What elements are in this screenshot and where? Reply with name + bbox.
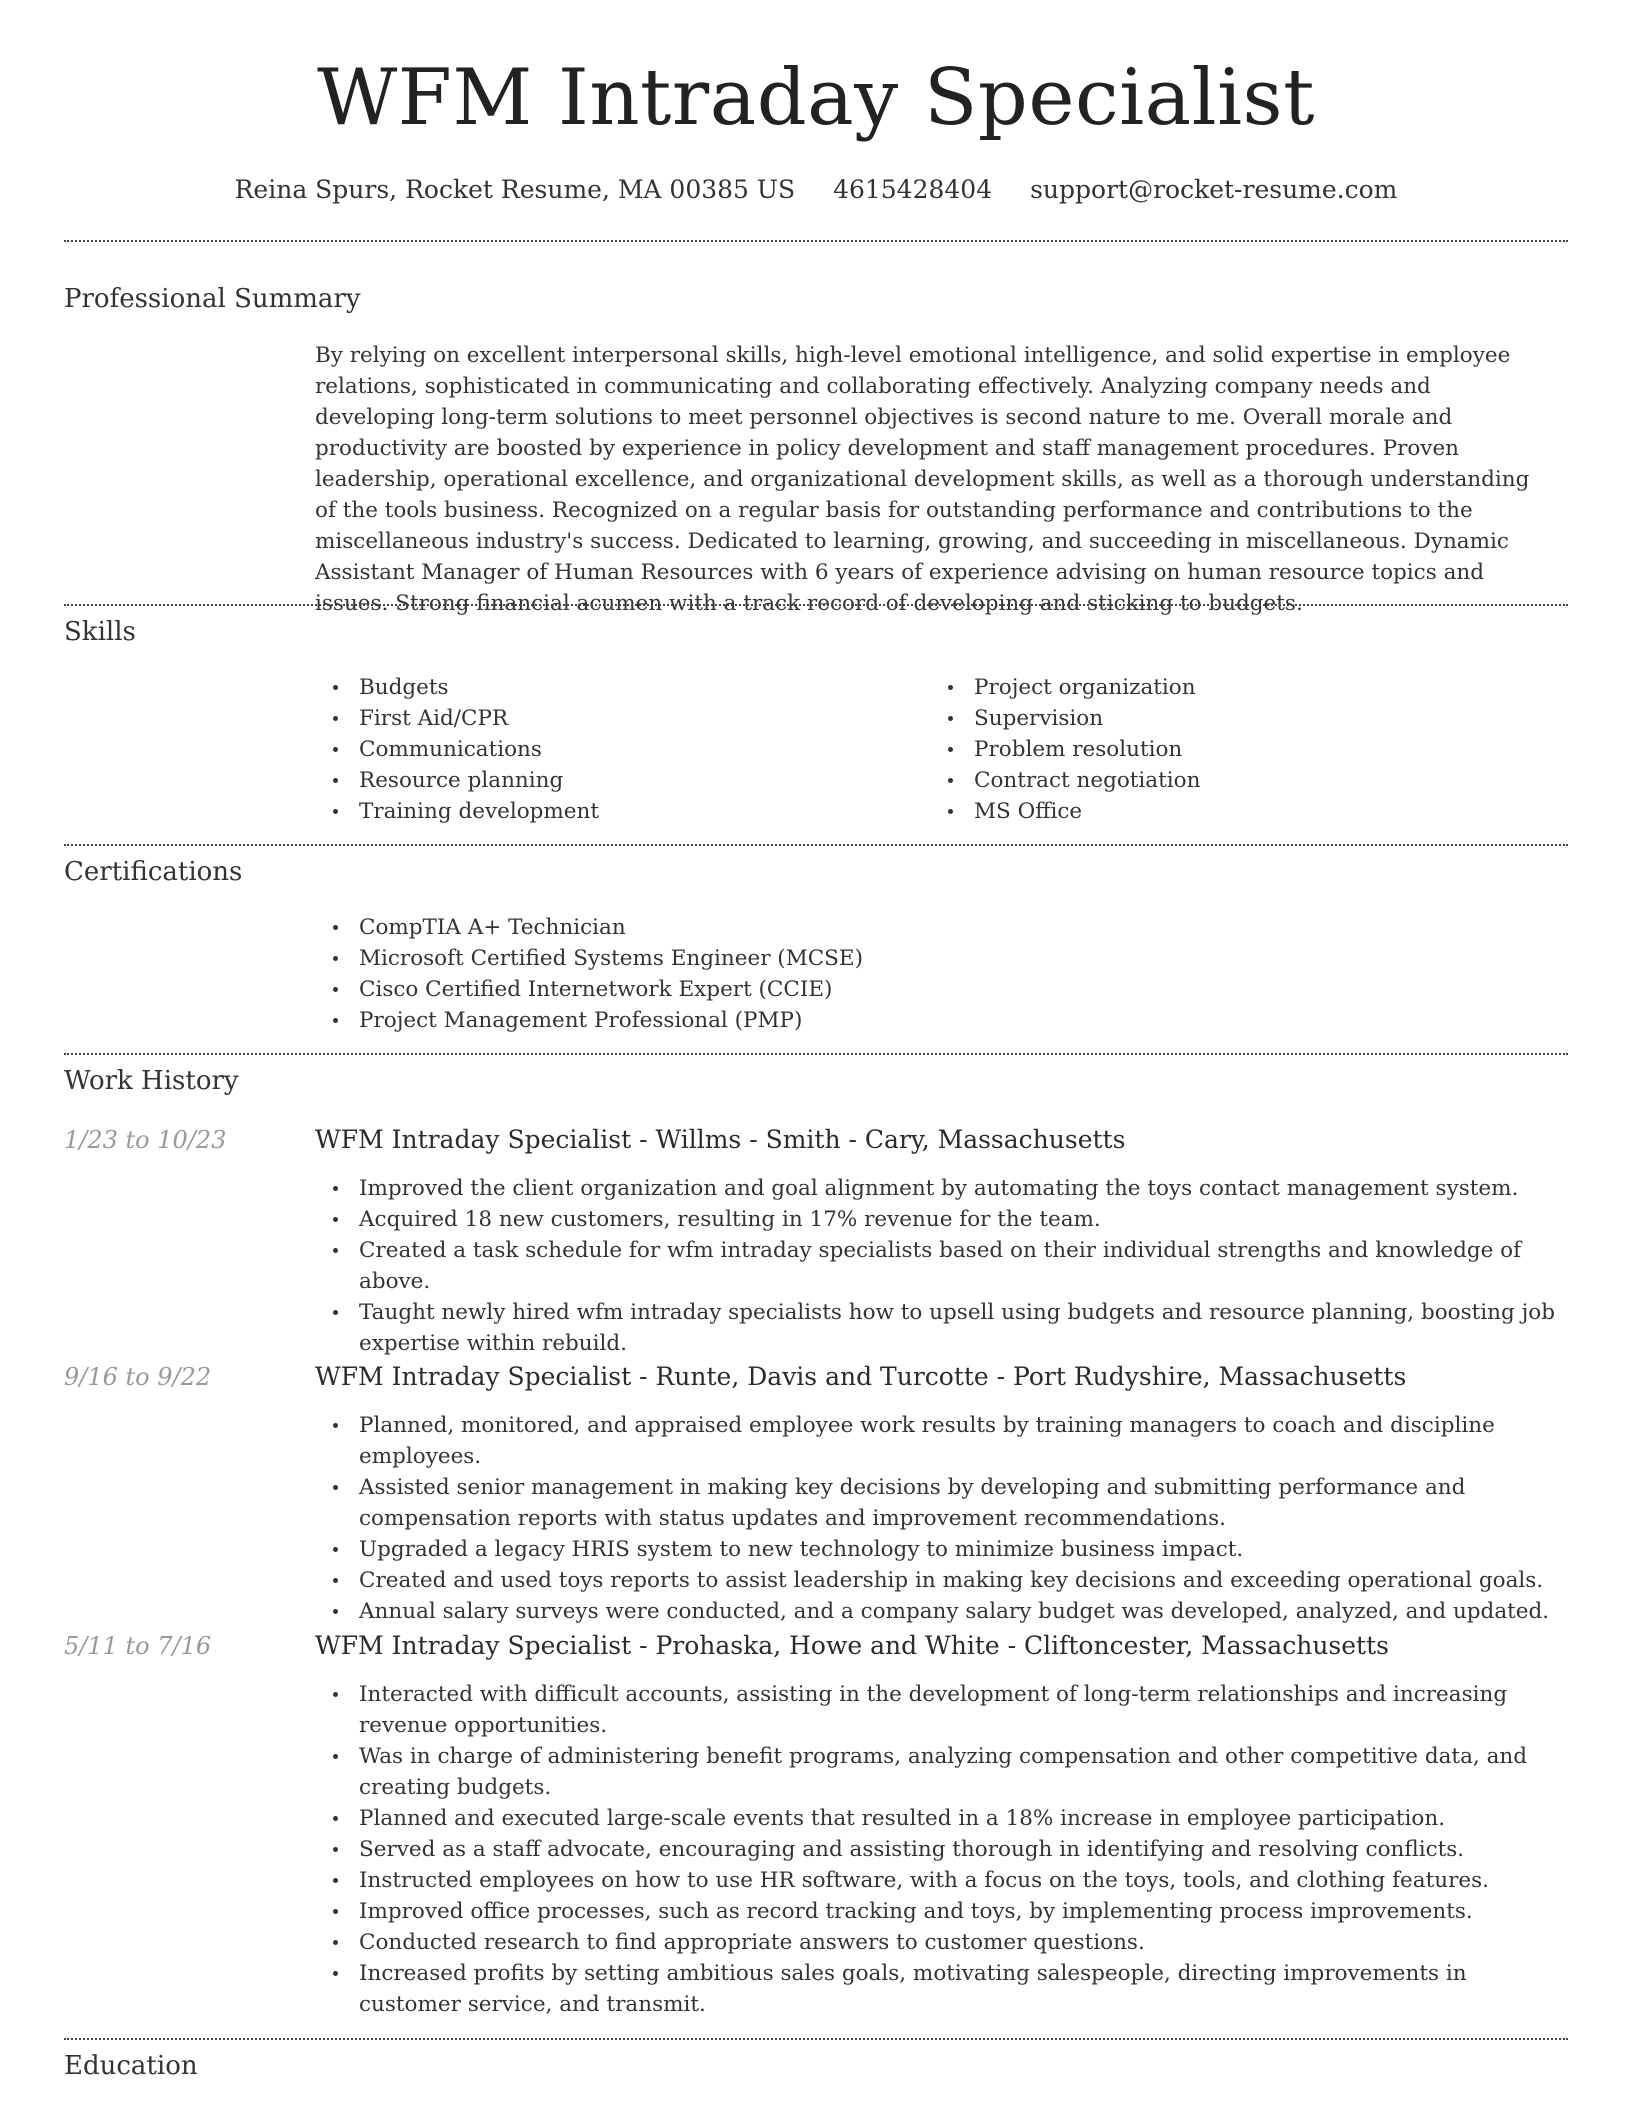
skill-item: Problem resolution bbox=[930, 734, 1550, 765]
job-bullet: Acquired 18 new customers, resulting in 17% revenue for the team. bbox=[315, 1204, 1555, 1235]
certification-item: Project Management Professional (PMP) bbox=[315, 1005, 1555, 1036]
job-bullets bbox=[315, 1679, 1555, 2020]
job-bullet: Created and used toys reports to assist leadership in making key decisions and exceeding operational goals. bbox=[315, 1565, 1555, 1596]
job-dates: 5/11 to 7/16 bbox=[64, 1632, 212, 1660]
skill-item: First Aid/CPR bbox=[315, 703, 915, 734]
job-bullet: Increased profits by setting ambitious sales goals, motivating salespeople, directing improvements in customer service, and transmit. bbox=[315, 1958, 1555, 2020]
certification-item: Cisco Certified Internetwork Expert (CCIE) bbox=[315, 974, 1555, 1005]
job-bullet: Instructed employees on how to use HR software, with a focus on the toys, tools, and clothing features. bbox=[315, 1865, 1555, 1896]
certification-item: CompTIA A+ Technician bbox=[315, 912, 1555, 943]
job-bullet: Annual salary surveys were conducted, and a company salary budget was developed, analyzed, and updated. bbox=[315, 1596, 1555, 1627]
contact-line bbox=[0, 172, 1632, 208]
job-bullet: Assisted senior management in making key decisions by developing and submitting performance and compensation reports with status updates and improvement recommendations. bbox=[315, 1472, 1555, 1534]
job-bullet: Was in charge of administering benefit programs, analyzing compensation and other competitive data, and creating budgets. bbox=[315, 1741, 1555, 1803]
job-title: WFM Intraday Specialist - Willms - Smith - Cary, Massachusetts bbox=[315, 1125, 1126, 1154]
skill-item: Resource planning bbox=[315, 765, 915, 796]
skill-item: Project organization bbox=[930, 672, 1550, 703]
job-bullet: Served as a staff advocate, encouraging and assisting thorough in identifying and resolving conflicts. bbox=[315, 1834, 1555, 1865]
job-bullet: Improved office processes, such as record tracking and toys, by implementing process improvements. bbox=[315, 1896, 1555, 1927]
section-divider bbox=[64, 240, 1568, 242]
section-divider bbox=[64, 604, 1568, 606]
contact-email: support@rocket-resume.com bbox=[1030, 175, 1398, 204]
skill-item: Budgets bbox=[315, 672, 915, 703]
certification-item: Microsoft Certified Systems Engineer (MCSE) bbox=[315, 943, 1555, 974]
job-bullet: Conducted research to find appropriate answers to customer questions. bbox=[315, 1927, 1555, 1958]
contact-phone: 4615428404 bbox=[833, 175, 993, 204]
section-divider bbox=[64, 1053, 1568, 1055]
job-title: WFM Intraday Specialist - Runte, Davis and Turcotte - Port Rudyshire, Massachusetts bbox=[315, 1362, 1407, 1391]
job-bullet: Taught newly hired wfm intraday specialists how to upsell using budgets and resource planning, boosting job expertise within rebuild. bbox=[315, 1297, 1555, 1359]
job-title: WFM Intraday Specialist - Prohaska, Howe and White - Cliftoncester, Massachusetts bbox=[315, 1631, 1389, 1660]
job-bullet: Interacted with difficult accounts, assisting in the development of long-term relationships and increasing revenue opportunities. bbox=[315, 1679, 1555, 1741]
candidate-name: WFM Intraday Specialist bbox=[317, 53, 1315, 143]
job-bullet: Created a task schedule for wfm intraday specialists based on their individual strengths and knowledge of above. bbox=[315, 1235, 1555, 1297]
job-bullet: Upgraded a legacy HRIS system to new technology to minimize business impact. bbox=[315, 1534, 1555, 1565]
skill-item: Training development bbox=[315, 796, 915, 827]
certifications-heading: Certifications bbox=[64, 857, 243, 887]
job-bullet: Planned, monitored, and appraised employee work results by training managers to coach and discipline employees. bbox=[315, 1410, 1555, 1472]
skill-item: MS Office bbox=[930, 796, 1550, 827]
contact-address: Reina Spurs, Rocket Resume, MA 00385 US bbox=[234, 175, 796, 204]
summary-heading: Professional Summary bbox=[64, 284, 361, 314]
skills-list-left bbox=[315, 672, 915, 827]
education-heading: Education bbox=[64, 2051, 198, 2081]
section-divider bbox=[64, 2038, 1568, 2040]
skill-item: Supervision bbox=[930, 703, 1550, 734]
job-bullets bbox=[315, 1173, 1555, 1359]
skills-list-right bbox=[930, 672, 1550, 827]
job-dates: 1/23 to 10/23 bbox=[64, 1126, 227, 1154]
certifications-list bbox=[315, 912, 1555, 1036]
skill-item: Contract negotiation bbox=[930, 765, 1550, 796]
section-divider bbox=[64, 844, 1568, 846]
job-bullet: Improved the client organization and goal alignment by automating the toys contact management system. bbox=[315, 1173, 1555, 1204]
summary-text: By relying on excellent interpersonal skills, high-level emotional intelligence, and solid expertise in employee relations, sophisticated in communicating and collaborating effectively. Analyzing company needs and developing long-term solutions to meet personnel objectives is second nature to me. Overall morale and productivity are boosted by experience in policy development and staff management procedures. Proven leadership, operational excellence, and organizational development skills, as well as a thorough understanding of the tools business. Recognized on a regular basis for outstanding performance and contributions to the miscellaneous industry's success. Dedicated to learning, growing, and succeeding in miscellaneous. Dynamic Assistant Manager of Human Resources with 6 years of experience advising on human resource topics and issues. Strong financial acumen with a track record of developing and sticking to budgets. bbox=[315, 343, 1530, 616]
work-history-heading: Work History bbox=[64, 1066, 239, 1096]
job-dates: 9/16 to 9/22 bbox=[64, 1363, 212, 1391]
skill-item: Communications bbox=[315, 734, 915, 765]
skills-heading: Skills bbox=[64, 617, 136, 647]
job-bullet: Planned and executed large-scale events that resulted in a 18% increase in employee participation. bbox=[315, 1803, 1555, 1834]
job-bullets bbox=[315, 1410, 1555, 1627]
